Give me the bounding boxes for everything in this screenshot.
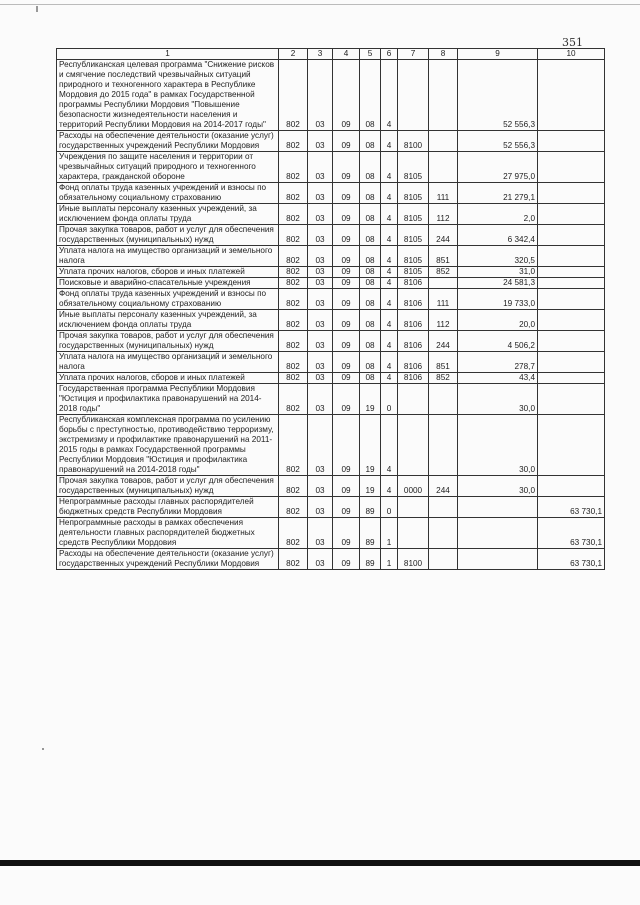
cell-c6: 4 <box>381 476 398 497</box>
cell-c9: 2,0 <box>458 204 538 225</box>
cell-c4: 09 <box>333 384 360 415</box>
cell-c6: 1 <box>381 549 398 570</box>
cell-c9: 20,0 <box>458 310 538 331</box>
cell-c9: 19 733,0 <box>458 289 538 310</box>
cell-c8 <box>429 278 458 289</box>
cell-c5: 08 <box>360 246 381 267</box>
cell-c9 <box>458 497 538 518</box>
cell-c2: 802 <box>279 152 308 183</box>
cell-c7: 0000 <box>398 476 429 497</box>
row-name: Уплата прочих налогов, сборов и иных платежей <box>57 267 279 278</box>
cell-c8: 244 <box>429 476 458 497</box>
cell-c2: 802 <box>279 267 308 278</box>
cell-c3: 03 <box>308 278 333 289</box>
cell-c7: 8105 <box>398 246 429 267</box>
cell-c10: 63 730,1 <box>538 497 605 518</box>
cell-c4: 09 <box>333 183 360 204</box>
cell-c7: 8106 <box>398 331 429 352</box>
cell-c5: 08 <box>360 267 381 278</box>
row-name: Уплата налога на имущество организаций и земельного налога <box>57 352 279 373</box>
cell-c7: 8106 <box>398 352 429 373</box>
cell-c4: 09 <box>333 131 360 152</box>
cell-c3: 03 <box>308 352 333 373</box>
cell-c2: 802 <box>279 310 308 331</box>
cell-c10 <box>538 373 605 384</box>
table-row <box>57 310 605 331</box>
cell-c6: 4 <box>381 289 398 310</box>
table-row <box>57 415 605 476</box>
cell-c3: 03 <box>308 152 333 183</box>
table-row <box>57 152 605 183</box>
cell-c5: 08 <box>360 60 381 131</box>
table-row <box>57 267 605 278</box>
table-row <box>57 183 605 204</box>
cell-c3: 03 <box>308 204 333 225</box>
cell-c9: 6 342,4 <box>458 225 538 246</box>
table-row <box>57 497 605 518</box>
cell-c4: 09 <box>333 152 360 183</box>
column-header: 8 <box>429 49 458 60</box>
cell-c4: 09 <box>333 518 360 549</box>
cell-c9 <box>458 518 538 549</box>
cell-c10: 63 730,1 <box>538 549 605 570</box>
row-name: Уплата налога на имущество организаций и земельного налога <box>57 246 279 267</box>
column-header: 9 <box>458 49 538 60</box>
cell-c4: 09 <box>333 352 360 373</box>
cell-c8: 851 <box>429 246 458 267</box>
cell-c2: 802 <box>279 331 308 352</box>
cell-c4: 09 <box>333 310 360 331</box>
cell-c10 <box>538 352 605 373</box>
cell-c4: 09 <box>333 415 360 476</box>
cell-c2: 802 <box>279 352 308 373</box>
row-name: Фонд оплаты труда казенных учреждений и взносы по обязательному социальному страхованию <box>57 289 279 310</box>
cell-c4: 09 <box>333 373 360 384</box>
cell-c9 <box>458 549 538 570</box>
cell-c8 <box>429 549 458 570</box>
table-row <box>57 331 605 352</box>
column-header: 5 <box>360 49 381 60</box>
cell-c8 <box>429 497 458 518</box>
cell-c7: 8106 <box>398 289 429 310</box>
cell-c8: 852 <box>429 373 458 384</box>
cell-c4: 09 <box>333 246 360 267</box>
cell-c9: 4 506,2 <box>458 331 538 352</box>
row-name: Расходы на обеспечение деятельности (оказание услуг) государственных учреждений Республики Мордовия <box>57 131 279 152</box>
cell-c4: 09 <box>333 204 360 225</box>
cell-c5: 08 <box>360 352 381 373</box>
cell-c2: 802 <box>279 373 308 384</box>
cell-c9: 24 581,3 <box>458 278 538 289</box>
row-name: Фонд оплаты труда казенных учреждений и взносы по обязательному социальному страхованию <box>57 183 279 204</box>
cell-c2: 802 <box>279 384 308 415</box>
cell-c2: 802 <box>279 60 308 131</box>
cell-c3: 03 <box>308 331 333 352</box>
cell-c2: 802 <box>279 476 308 497</box>
cell-c6: 4 <box>381 267 398 278</box>
cell-c7: 8105 <box>398 225 429 246</box>
cell-c7 <box>398 60 429 131</box>
cell-c9: 21 279,1 <box>458 183 538 204</box>
cell-c10 <box>538 415 605 476</box>
cell-c6: 0 <box>381 497 398 518</box>
header-row <box>57 49 605 60</box>
cell-c9: 30,0 <box>458 415 538 476</box>
cell-c8: 111 <box>429 289 458 310</box>
column-header: 3 <box>308 49 333 60</box>
cell-c3: 03 <box>308 497 333 518</box>
cell-c2: 802 <box>279 549 308 570</box>
cell-c3: 03 <box>308 246 333 267</box>
cell-c6: 4 <box>381 60 398 131</box>
cell-c5: 08 <box>360 131 381 152</box>
cell-c10 <box>538 331 605 352</box>
row-name: Иные выплаты персоналу казенных учреждений, за исключением фонда оплаты труда <box>57 204 279 225</box>
cell-c6: 4 <box>381 278 398 289</box>
cell-c2: 802 <box>279 131 308 152</box>
cell-c6: 1 <box>381 518 398 549</box>
cell-c3: 03 <box>308 549 333 570</box>
table-row <box>57 549 605 570</box>
cell-c8 <box>429 384 458 415</box>
cell-c3: 03 <box>308 183 333 204</box>
table-row <box>57 373 605 384</box>
cell-c9: 278,7 <box>458 352 538 373</box>
row-name: Прочая закупка товаров, работ и услуг для обеспечения государственных (муниципальных) нужд <box>57 331 279 352</box>
cell-c9: 31,0 <box>458 267 538 278</box>
cell-c8: 851 <box>429 352 458 373</box>
cell-c9: 320,5 <box>458 246 538 267</box>
column-header: 1 <box>57 49 279 60</box>
cell-c7: 8100 <box>398 131 429 152</box>
table-row <box>57 476 605 497</box>
cell-c6: 4 <box>381 373 398 384</box>
cell-c8: 112 <box>429 204 458 225</box>
row-name: Прочая закупка товаров, работ и услуг для обеспечения государственных (муниципальных) нужд <box>57 225 279 246</box>
table-row <box>57 384 605 415</box>
cell-c9: 52 556,3 <box>458 60 538 131</box>
cell-c10 <box>538 60 605 131</box>
cell-c3: 03 <box>308 225 333 246</box>
cell-c7 <box>398 497 429 518</box>
cell-c10 <box>538 246 605 267</box>
cell-c10 <box>538 183 605 204</box>
table-row <box>57 60 605 131</box>
row-name: Непрограммные расходы главных распорядителей бюджетных средств Республики Мордовия <box>57 497 279 518</box>
cell-c5: 19 <box>360 415 381 476</box>
cell-c7 <box>398 415 429 476</box>
cell-c7: 8105 <box>398 152 429 183</box>
cell-c5: 19 <box>360 384 381 415</box>
cell-c7: 8100 <box>398 549 429 570</box>
cell-c2: 802 <box>279 415 308 476</box>
cell-c6: 4 <box>381 183 398 204</box>
row-name: Учреждения по защите населения и территории от чрезвычайных ситуаций природного и техногенного характера, гражданской обороне <box>57 152 279 183</box>
cell-c4: 09 <box>333 267 360 278</box>
cell-c2: 802 <box>279 289 308 310</box>
cell-c2: 802 <box>279 246 308 267</box>
cell-c4: 09 <box>333 289 360 310</box>
cell-c4: 09 <box>333 225 360 246</box>
cell-c8: 244 <box>429 225 458 246</box>
table-row <box>57 352 605 373</box>
table-row <box>57 246 605 267</box>
cell-c2: 802 <box>279 204 308 225</box>
cell-c8: 852 <box>429 267 458 278</box>
cell-c10 <box>538 152 605 183</box>
cell-c7 <box>398 384 429 415</box>
cell-c4: 09 <box>333 476 360 497</box>
cell-c4: 09 <box>333 278 360 289</box>
row-name: Иные выплаты персоналу казенных учреждений, за исключением фонда оплаты труда <box>57 310 279 331</box>
cell-c9: 52 556,3 <box>458 131 538 152</box>
cell-c8: 111 <box>429 183 458 204</box>
cell-c5: 89 <box>360 549 381 570</box>
table-row <box>57 204 605 225</box>
cell-c7: 8106 <box>398 278 429 289</box>
cell-c3: 03 <box>308 415 333 476</box>
cell-c10 <box>538 476 605 497</box>
cell-c2: 802 <box>279 518 308 549</box>
row-name: Расходы на обеспечение деятельности (оказание услуг) государственных учреждений Республики Мордовия <box>57 549 279 570</box>
cell-c8: 244 <box>429 331 458 352</box>
cell-c4: 09 <box>333 497 360 518</box>
cell-c5: 08 <box>360 373 381 384</box>
cell-c5: 08 <box>360 152 381 183</box>
column-header: 10 <box>538 49 605 60</box>
cell-c5: 08 <box>360 225 381 246</box>
cell-c3: 03 <box>308 131 333 152</box>
cell-c3: 03 <box>308 310 333 331</box>
scan-bottom-edge <box>0 860 640 866</box>
cell-c8 <box>429 131 458 152</box>
cell-c7: 8106 <box>398 310 429 331</box>
cell-c6: 4 <box>381 310 398 331</box>
cell-c3: 03 <box>308 384 333 415</box>
scan-mark <box>36 6 38 12</box>
cell-c4: 09 <box>333 60 360 131</box>
row-name: Непрограммные расходы в рамках обеспечения деятельности главных распорядителей бюджетных средств Республики Мордовия <box>57 518 279 549</box>
cell-c7: 8105 <box>398 183 429 204</box>
cell-c8 <box>429 415 458 476</box>
cell-c8: 112 <box>429 310 458 331</box>
cell-c10 <box>538 384 605 415</box>
cell-c10 <box>538 225 605 246</box>
column-header: 4 <box>333 49 360 60</box>
cell-c4: 09 <box>333 331 360 352</box>
cell-c10 <box>538 131 605 152</box>
column-header: 6 <box>381 49 398 60</box>
cell-c8 <box>429 152 458 183</box>
row-name: Республиканская комплексная программа по усилению борьбы с преступностью, противодействию терроризму, экстремизму и профилактике правонарушений на 2011-2015 годы в рамках Государственной программы Республики Мордовия "Юстиция и профилактика правонарушений на 2014-2018 годы" <box>57 415 279 476</box>
cell-c7 <box>398 518 429 549</box>
scan-top-edge <box>0 4 640 5</box>
cell-c8 <box>429 518 458 549</box>
cell-c6: 4 <box>381 204 398 225</box>
cell-c10 <box>538 267 605 278</box>
cell-c10 <box>538 289 605 310</box>
cell-c3: 03 <box>308 518 333 549</box>
cell-c3: 03 <box>308 289 333 310</box>
cell-c9: 27 975,0 <box>458 152 538 183</box>
row-name: Государственная программа Республики Мордовия "Юстиция и профилактика правонарушений на 2014-2018 годы" <box>57 384 279 415</box>
cell-c4: 09 <box>333 549 360 570</box>
cell-c6: 4 <box>381 415 398 476</box>
cell-c6: 4 <box>381 331 398 352</box>
cell-c10 <box>538 278 605 289</box>
cell-c7: 8105 <box>398 267 429 278</box>
cell-c9: 43,4 <box>458 373 538 384</box>
cell-c10 <box>538 204 605 225</box>
cell-c2: 802 <box>279 225 308 246</box>
cell-c5: 08 <box>360 278 381 289</box>
row-name: Поисковые и аварийно-спасательные учреждения <box>57 278 279 289</box>
cell-c6: 4 <box>381 225 398 246</box>
cell-c9: 30,0 <box>458 476 538 497</box>
table-row <box>57 289 605 310</box>
cell-c2: 802 <box>279 183 308 204</box>
cell-c10: 63 730,1 <box>538 518 605 549</box>
cell-c5: 08 <box>360 310 381 331</box>
cell-c6: 4 <box>381 352 398 373</box>
cell-c5: 08 <box>360 289 381 310</box>
table-row <box>57 518 605 549</box>
budget-table <box>56 48 605 570</box>
cell-c7: 8105 <box>398 204 429 225</box>
cell-c5: 89 <box>360 518 381 549</box>
cell-c5: 08 <box>360 204 381 225</box>
table-row <box>57 225 605 246</box>
cell-c5: 08 <box>360 331 381 352</box>
row-name: Республиканская целевая программа "Снижение рисков и смягчение последствий чрезвычайных ситуаций природного и техногенного характера в Республике Мордовия до 2015 года" в рамках Государственной программы Республики Мордовия "Повышение безопасности жизнедеятельности населения и территорий Республики Мордовия на 2014-2017 годы" <box>57 60 279 131</box>
cell-c3: 03 <box>308 60 333 131</box>
table-row <box>57 131 605 152</box>
cell-c6: 4 <box>381 131 398 152</box>
cell-c5: 19 <box>360 476 381 497</box>
row-name: Уплата прочих налогов, сборов и иных платежей <box>57 373 279 384</box>
scan-speck <box>42 748 44 750</box>
cell-c9: 30,0 <box>458 384 538 415</box>
cell-c2: 802 <box>279 497 308 518</box>
cell-c3: 03 <box>308 373 333 384</box>
cell-c8 <box>429 60 458 131</box>
cell-c7: 8106 <box>398 373 429 384</box>
column-header: 7 <box>398 49 429 60</box>
cell-c6: 4 <box>381 152 398 183</box>
cell-c3: 03 <box>308 267 333 278</box>
row-name: Прочая закупка товаров, работ и услуг для обеспечения государственных (муниципальных) нужд <box>57 476 279 497</box>
page-number: 351 <box>562 36 583 49</box>
column-header: 2 <box>279 49 308 60</box>
cell-c3: 03 <box>308 476 333 497</box>
cell-c6: 0 <box>381 384 398 415</box>
cell-c10 <box>538 310 605 331</box>
cell-c5: 08 <box>360 183 381 204</box>
cell-c6: 4 <box>381 246 398 267</box>
cell-c2: 802 <box>279 278 308 289</box>
cell-c5: 89 <box>360 497 381 518</box>
table-row <box>57 278 605 289</box>
